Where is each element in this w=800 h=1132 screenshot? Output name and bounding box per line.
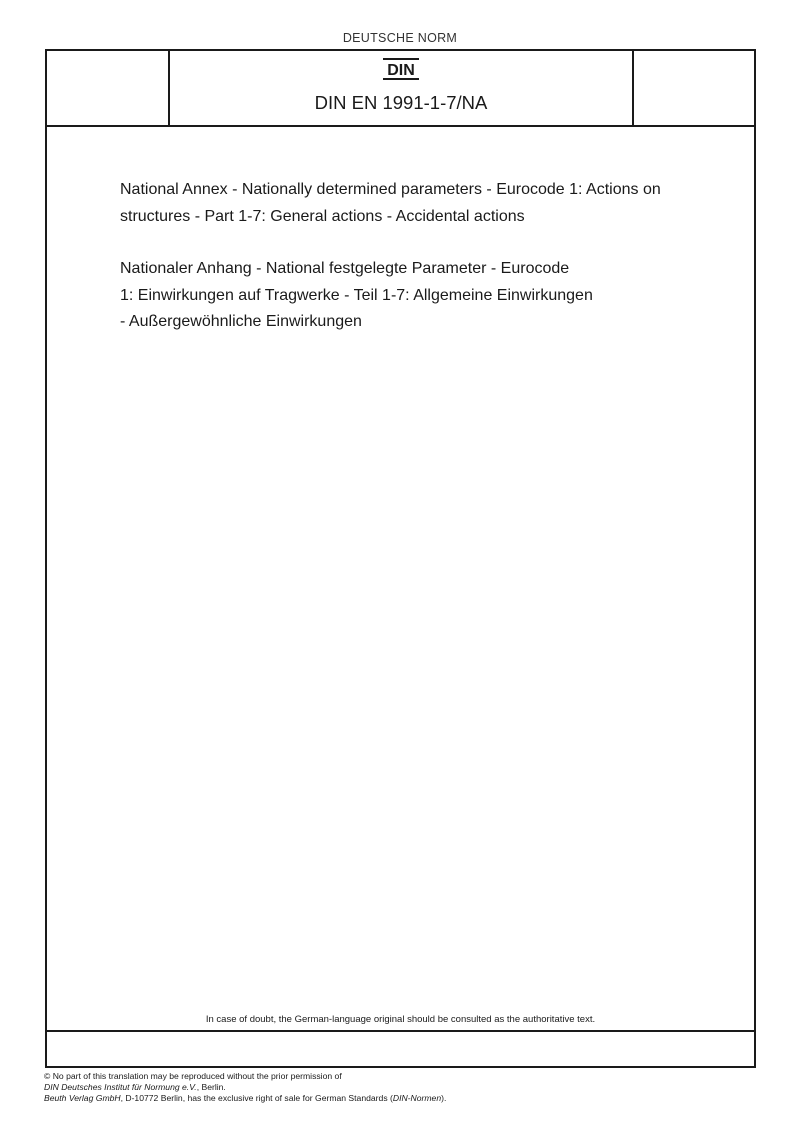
beuth-publisher-name: Beuth Verlag GmbH <box>44 1093 121 1103</box>
header-row <box>47 51 754 127</box>
title-german-line-2: 1: Einwirkungen auf Tragwerke - Teil 1-7: Allgemeine Einwirkungen <box>120 286 593 304</box>
footer-divider <box>47 1030 754 1032</box>
authoritative-text-note: In case of doubt, the German-language original should be consulted as the authoritative text. <box>205 1014 596 1025</box>
copyright-notice <box>44 1071 446 1104</box>
document-number: DIN EN 1991-1-7/NA <box>314 92 488 113</box>
copyright-line-3: Beuth Verlag GmbH, D-10772 Berlin, has the exclusive right of sale for German Standards (DIN-Normen). <box>44 1093 447 1103</box>
title-german-line-3: - Außergewöhnliche Einwirkungen <box>120 313 362 330</box>
din-institute-name: DIN Deutsches Institut für Normung e.V. <box>44 1082 197 1092</box>
header-center <box>170 51 632 125</box>
document-type-label: DEUTSCHE NORM <box>342 31 458 45</box>
din-logo-text: DIN <box>387 62 415 79</box>
copyright-line-1: © No part of this translation may be reproduced without the prior permission of <box>44 1071 342 1081</box>
copyright-line-2: DIN Deutsches Institut für Normung e.V., Berlin. <box>44 1082 226 1092</box>
document-frame <box>45 49 756 1068</box>
header-cell-left <box>47 51 170 125</box>
header-cell-right <box>632 51 754 125</box>
title-english: National Annex - Nationally determined parameters - Eurocode 1: Actions on structures - Part 1-7: General actions - Accidental actions <box>120 181 661 225</box>
title-german-line-1: Nationaler Anhang - National festgelegte Parameter - Eurocode <box>120 260 570 277</box>
title-german <box>120 256 700 336</box>
din-logo-icon <box>381 57 421 81</box>
